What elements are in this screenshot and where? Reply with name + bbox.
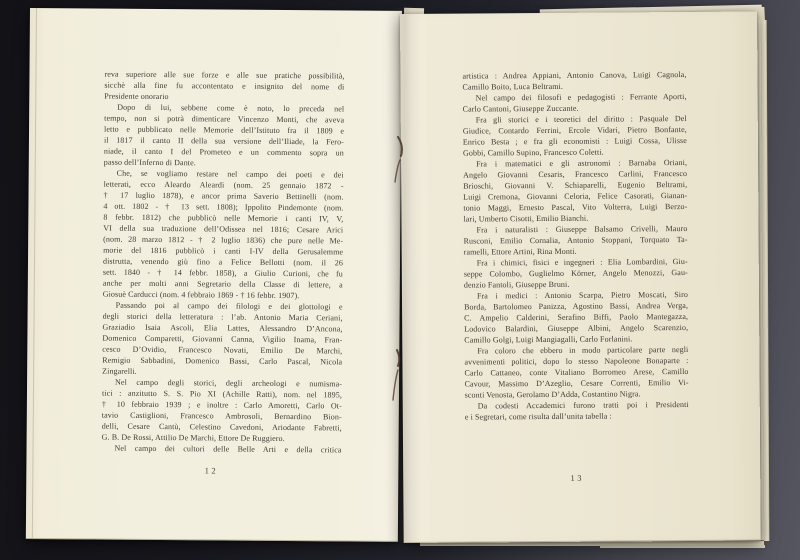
text-line: e i Segretari, come risulta dall’unita tabella : bbox=[464, 411, 612, 422]
text-line: 8 febbr. 1812) che pubblicò nelle Memorie i canti IV, V, bbox=[103, 212, 344, 224]
text-line: Rusconi, Emilio Cornalia, Antonio Stoppani, Torquato Ta- bbox=[463, 234, 688, 246]
right-page-number: 13 bbox=[570, 472, 585, 483]
text-line: sicchè alla fine fu accontentato e insignito del nome di bbox=[104, 80, 345, 92]
text-line: denzio Fantoli, Giuseppe Bruni. bbox=[463, 279, 570, 290]
text-line: Passando poi al campo dei filologi e dei glottologi e bbox=[115, 300, 343, 312]
text-line: il 1817 il canto II della sua versione dell’Iliade, la Fero- bbox=[103, 135, 344, 147]
text-line: reva superiore alle sue forze e alle sue pratiche possibilità, bbox=[104, 69, 345, 81]
text-line: tonio Maggi, Ernesto Pascal, Vito Volterra, Luigi Berzo- bbox=[463, 201, 688, 213]
text-line: letterati, ecco Aleardo Aleardi (nom. 25 gennaio 1872 - bbox=[103, 179, 344, 191]
text-line: Carlo Cattaneo, conte Vitaliano Borromeo Arese, Camillo bbox=[464, 366, 689, 378]
text-line: Enrico Besta ; e fra gli economisti : Luigi Cossa, Ulisse bbox=[462, 136, 687, 147]
text-line: morie del 1816 pubblicò i canti I-IV della Gerusalemme bbox=[103, 245, 344, 257]
text-line: (nom. 28 marzo 1812 - † 2 luglio 1836) che pure nelle Me- bbox=[103, 234, 344, 246]
text-line: seppe Colombo, Guglielmo Körner, Angelo Menozzi, Gau- bbox=[463, 267, 688, 279]
text-line: Nel campo degli storici, degli archeologi e numisma- bbox=[115, 377, 343, 389]
text-line: Presidente onorario bbox=[104, 91, 169, 102]
text-line: Camillo Boito, Luca Beltrami. bbox=[462, 81, 563, 92]
text-line: tavio Castiglioni, Francesco Ambrosoli, Bernardino Bion- bbox=[101, 410, 342, 422]
text-line: tempo, non si potrà dimenticare Vincenzo Monti, che aveva bbox=[104, 113, 345, 125]
text-line: Fra i matematici e gli astronomi : Barnaba Oriani, bbox=[476, 157, 688, 169]
text-line: delli, Cesare Cantù, Celestino Cavedoni, Ariodante Fabretti, bbox=[101, 421, 342, 433]
left-page-text bbox=[102, 69, 345, 456]
text-line: Gobbi, Camillo Supino, Francesco Coletti. bbox=[462, 147, 604, 158]
text-line: Giosuè Carducci (nom. 4 febbraio 1869 - † 16 febbr. 1907). bbox=[102, 289, 300, 301]
text-line: artistica : Andrea Appiani, Antonio Canova, Luigi Cagnola, bbox=[462, 70, 687, 81]
text-line: Carlo Cantoni, Giuseppe Zuccante. bbox=[462, 103, 579, 114]
text-line: sconti Venosta, Gerolamo D’Adda, Costantino Nigra. bbox=[464, 389, 641, 400]
text-line: niade, il canto I del Prometeo e un commento sopra un bbox=[103, 146, 344, 158]
page-stack-bottom-inner bbox=[600, 545, 765, 548]
text-line: tici : anzitutto S. S. Pio XI (Achille Ratti), nom. nel 1895, bbox=[101, 388, 343, 400]
text-line: sett. 1840 - † 14 febbr. 1858), a Giulio Curioni, che fu bbox=[102, 267, 343, 279]
text-line: degli storici della letteratura : l’ab. Antonio Maria Ceriani, bbox=[102, 311, 343, 323]
text-line: † 17 luglio 1878), e ancor prima Saverio Bettinelli (nom. bbox=[103, 190, 344, 202]
text-line: Domenico Comparetti, Giovanni Canna, Vigilio Inama, Fran- bbox=[102, 333, 343, 345]
text-line: Fra i medici : Antonio Scarpa, Pietro Moscati, Siro bbox=[476, 289, 688, 301]
binding-thread-bottom-icon bbox=[388, 348, 406, 404]
left-page bbox=[26, 8, 402, 542]
text-line: Camillo Golgi, Luigi Mangiagalli, Carlo Forlanini. bbox=[464, 334, 633, 345]
text-line: Brioschi, Giovanni V. Schiaparelli, Eugenio Beltrami, bbox=[463, 179, 688, 191]
text-line: G. B. De Rossi, Attilio De Marchi, Ettore De Ruggiero. bbox=[101, 432, 285, 444]
text-line: Da codesti Accademici furono tratti poi i Presidenti bbox=[477, 399, 689, 411]
text-line: Zingarelli. bbox=[102, 366, 137, 376]
text-line: VI della sua traduzione dell’Odissea nel 1816; Cesare Arici bbox=[103, 223, 344, 235]
text-line: Fra i chimici, fisici e ingegneri : Elia Lombardini, Giu- bbox=[476, 256, 688, 268]
text-line: Nel campo dei cultori delle Belle Arti e della critica bbox=[114, 443, 342, 455]
text-line: Remigio Sabbadini, Domenico Bassi, Carlo Pascal, Nicola bbox=[102, 355, 343, 367]
left-page-number: 12 bbox=[204, 465, 219, 476]
text-line: Che, se vogliamo restare nel campo dei poeti e dei bbox=[116, 168, 344, 180]
text-line: Lodovico Balardini, Giuseppe Albini, Angelo Scarenzio, bbox=[464, 322, 689, 334]
text-line: Angelo Giovanni Cesaris, Francesco Carlini, Francesco bbox=[463, 168, 688, 180]
text-line: Dopo di lui, sebbene come è noto, lo preceda nel bbox=[117, 102, 345, 114]
text-line: cesco D’Ovidio, Francesco Novati, Emilio De Marchi, bbox=[102, 344, 343, 356]
text-line: Luigi Cremona, Giovanni Celoria, Felice Casorati, Gianan- bbox=[463, 190, 688, 202]
text-line: Graziadio Isaia Ascoli, Elia Lattes, Alessandro D’Ancona, bbox=[102, 322, 343, 334]
right-page-text bbox=[462, 69, 688, 423]
text-line: ramelli, Ettore Artini, Rina Monti. bbox=[463, 246, 577, 257]
text-line: distrutta, venendo giù fino a Felice Bellotti (nom. il 26 bbox=[102, 256, 344, 268]
text-line: C. Ampelio Calderini, Serafino Biffi, Paolo Mantegazza, bbox=[464, 311, 689, 323]
text-line: Fra i naturalisti : Giuseppe Balsamo Crivelli, Mauro bbox=[476, 223, 688, 235]
text-line: 4 ott. 1802 - † 13 sett. 1808); Ippolito Pindemonte (nom. bbox=[103, 201, 344, 213]
text-line: anche per molti anni Segretario della Classe di lettere, a bbox=[102, 278, 343, 290]
text-line: Fra gli storici e i teoretici del diritto : Pasquale Del bbox=[475, 114, 687, 125]
text-line: letto e pubblicato nelle Memorie dell’Istituto fra il 1809 e bbox=[104, 124, 345, 136]
text-line: passo dell’Inferno di Dante. bbox=[103, 157, 196, 168]
text-line: Giudice, Contardo Ferrini, Ercole Vidari, Pietro Bonfante, bbox=[462, 125, 687, 136]
text-line: † 10 febbraio 1939 ; e inoltre : Carlo Amoretti, Carlo Ot- bbox=[101, 399, 342, 411]
text-line: lari, Umberto Cisotti, Emilio Bianchi. bbox=[463, 213, 589, 224]
right-page bbox=[400, 12, 761, 543]
text-line: Borda, Bartolomeo Panizza, Agostino Bassi, Andrea Verga, bbox=[464, 300, 689, 312]
text-line: Cavour, Massimo D’Azeglio, Cesare Correnti, Emilio Vi- bbox=[464, 377, 689, 389]
text-line: Fra coloro che ebbero in modo particolare parte negli bbox=[477, 344, 689, 356]
text-line: Nel campo dei filosofi e pedagogisti : Ferrante Aporti, bbox=[475, 92, 687, 103]
text-line: avvenimenti politici, dopo lo stesso Napoleone Bonaparte : bbox=[464, 355, 689, 367]
binding-thread-top-icon bbox=[392, 136, 408, 184]
